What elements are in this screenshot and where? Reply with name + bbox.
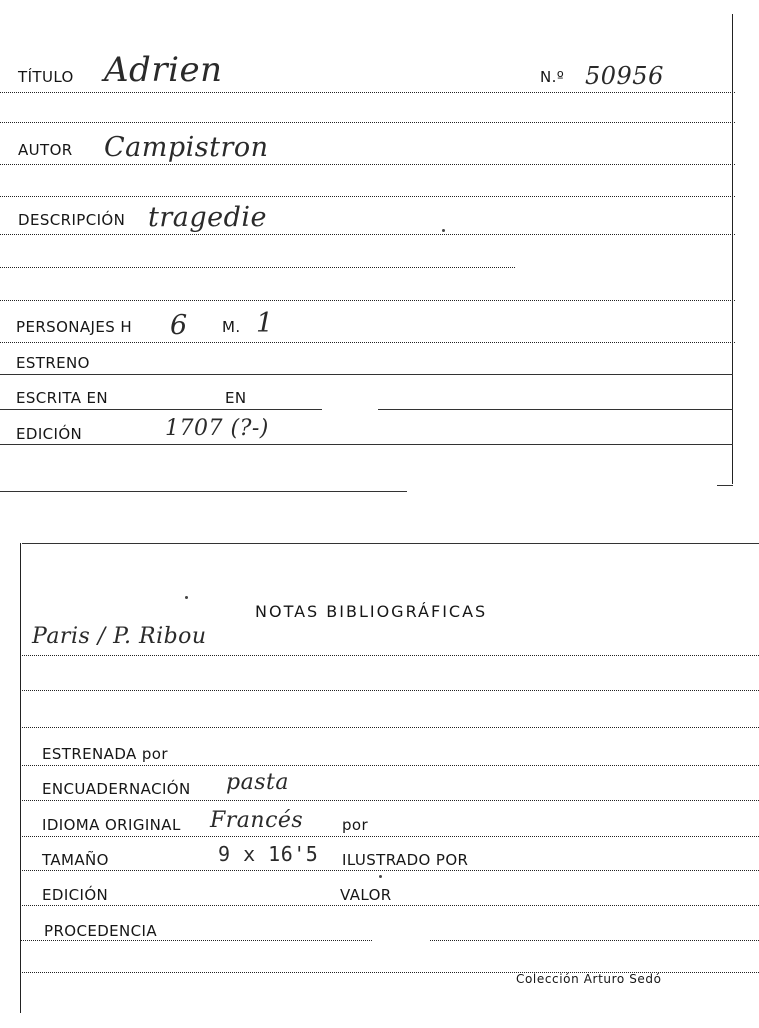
personajes-m-value: 1 (256, 308, 274, 339)
titulo-label: TÍTULO (18, 68, 74, 86)
top-card-right-edge (732, 14, 733, 484)
autor-line (0, 164, 735, 165)
bottom-card-top-edge (22, 543, 759, 544)
coleccion-footer: Colección Arturo Sedó (516, 972, 662, 986)
procedencia-line-right (430, 940, 759, 941)
edicion-label: EDICIÓN (16, 425, 83, 443)
blank-line-2 (0, 196, 735, 197)
personajes-h-value: 6 (170, 310, 188, 341)
titulo-line (0, 92, 735, 93)
escrita-en-label: EN (225, 389, 247, 407)
speck (379, 875, 382, 878)
personajes-m-label: M. (222, 318, 241, 336)
blank-line-4 (0, 300, 735, 301)
blank-line-3 (0, 267, 515, 268)
encuadernacion-value: pasta (226, 770, 289, 795)
titulo-value: Adrien (104, 50, 223, 90)
edicion-value: 1707 (?-) (165, 416, 269, 441)
blank-line-1 (0, 122, 735, 123)
ilustrado-label: ILUSTRADO POR (342, 851, 469, 869)
personajes-line (0, 342, 735, 343)
escrita-line-left (0, 409, 322, 410)
procedencia-label: PROCEDENCIA (44, 922, 158, 940)
estreno-label: ESTRENO (16, 354, 90, 372)
encuadernacion-label: ENCUADERNACIÓN (42, 780, 191, 798)
numero-value: 50956 (585, 62, 664, 90)
notas-line-3 (20, 727, 759, 728)
idioma-value: Francés (210, 808, 304, 833)
bottom-card-left-edge (20, 543, 21, 1013)
estrenada-line (20, 765, 759, 766)
tamano-label: TAMAÑO (42, 851, 109, 869)
speck (185, 596, 188, 599)
valor-label: VALOR (340, 886, 392, 904)
descripcion-value: tragedie (148, 202, 268, 233)
encuadernacion-line (20, 800, 759, 801)
bottom-line-left (0, 491, 407, 492)
edicion-bottom-label: EDICIÓN (42, 886, 109, 904)
descripcion-label: DESCRIPCIÓN (18, 211, 126, 229)
procedencia-line-left (20, 940, 372, 941)
personajes-label: PERSONAJES H (16, 318, 133, 336)
descripcion-line (0, 234, 735, 235)
edicion-line (0, 444, 733, 445)
notas-heading: NOTAS BIBLIOGRÁFICAS (255, 602, 488, 621)
estrenada-label: ESTRENADA por (42, 745, 168, 763)
tamano-line (20, 870, 759, 871)
idioma-label: IDIOMA ORIGINAL (42, 816, 181, 834)
tamano-value: 9 x 16'5 (218, 842, 319, 866)
notas-line-1 (20, 655, 759, 656)
escrita-label: ESCRITA EN (16, 389, 109, 407)
speck (442, 229, 445, 232)
estreno-line (0, 374, 733, 375)
idioma-por-label: por (342, 816, 369, 834)
escrita-line-right (378, 409, 733, 410)
autor-label: AUTOR (18, 141, 73, 159)
idioma-line (20, 836, 759, 837)
notas-value: Paris / P. Ribou (32, 624, 207, 649)
notas-line-2 (20, 690, 759, 691)
numero-label: N.º (540, 68, 565, 86)
edicion-bottom-line (20, 905, 759, 906)
bottom-line-right (717, 485, 733, 486)
autor-value: Campistron (104, 132, 269, 163)
